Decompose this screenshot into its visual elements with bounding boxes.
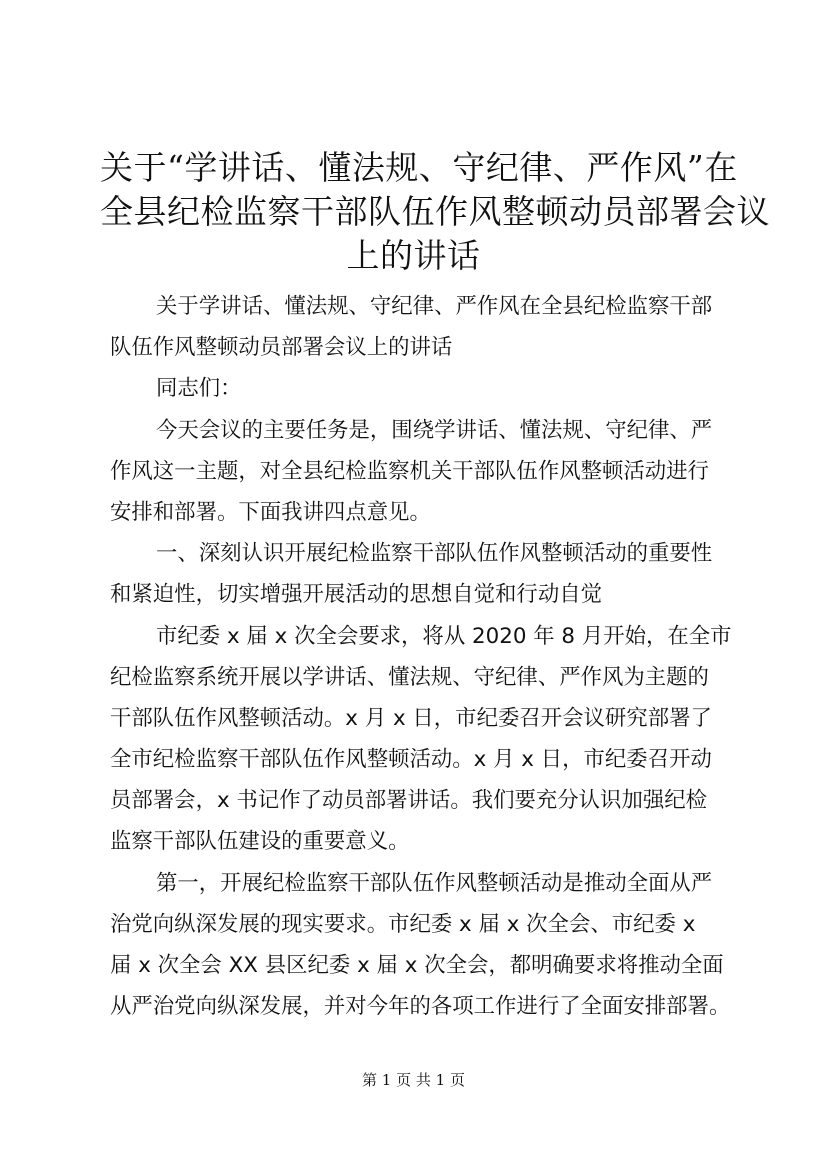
body-line: 治党向纵深发展的现实要求。市纪委 x 届 x 次全会、市纪委 x (110, 911, 696, 937)
body-line: 员部署会，x 书记作了动员部署讲话。我们要充分认识加强纪检 (110, 788, 708, 814)
body-line: 一、深刻认识开展纪检监察干部队伍作风整顿活动的重要性 (156, 541, 713, 567)
document-body (110, 286, 730, 1027)
body-line: 队伍作风整顿动员部署会议上的讲话 (110, 335, 453, 361)
body-line: 今天会议的主要任务是，围绕学讲话、懂法规、守纪律、严 (156, 417, 713, 443)
body-line: 从严治党向纵深发展，并对今年的各项工作进行了全面安排部署。 (110, 994, 731, 1020)
body-line: 安排和部署。下面我讲四点意见。 (110, 499, 431, 525)
body-line: 作风这一主题，对全县纪检监察机关干部队伍作风整顿活动进行 (110, 458, 709, 484)
body-line: 纪检监察系统开展以学讲话、懂法规、守纪律、严作风为主题的 (110, 664, 709, 690)
body-line: 全市纪检监察干部队伍作风整顿活动。x 月 x 日，市纪委召开动 (110, 747, 712, 773)
title-line: 关于“学讲话、懂法规、守纪律、严作风”在 (100, 148, 738, 187)
title-line: 上的讲话 (346, 236, 481, 275)
body-line: 干部队伍作风整顿活动。x 月 x 日，市纪委召开会议研究部署了 (110, 705, 712, 731)
body-line: 关于学讲话、懂法规、守纪律、严作风在全县纪检监察干部 (156, 294, 713, 319)
body-line: 监察干部队伍建设的重要意义。 (110, 829, 410, 855)
body-line: 第一，开展纪检监察干部队伍作风整顿活动是推动全面从严 (156, 870, 713, 896)
title-line: 全县纪检监察干部队伍作风整顿动员部署会议 (100, 192, 770, 231)
document-title (100, 146, 770, 278)
body-line: 同志们： (156, 376, 242, 402)
body-line: 和紧迫性，切实增强开展活动的思想自觉和行动自觉 (110, 582, 602, 608)
body-line: 市纪委 x 届 x 次全会要求，将从 2020 年 8 月开始，在全市 (156, 623, 732, 649)
page-footer: 第 1 页 共 1 页 (362, 1071, 465, 1089)
body-line: 届 x 次全会 XX 县区纪委 x 届 x 次全会，都明确要求将推动全面 (110, 953, 724, 978)
